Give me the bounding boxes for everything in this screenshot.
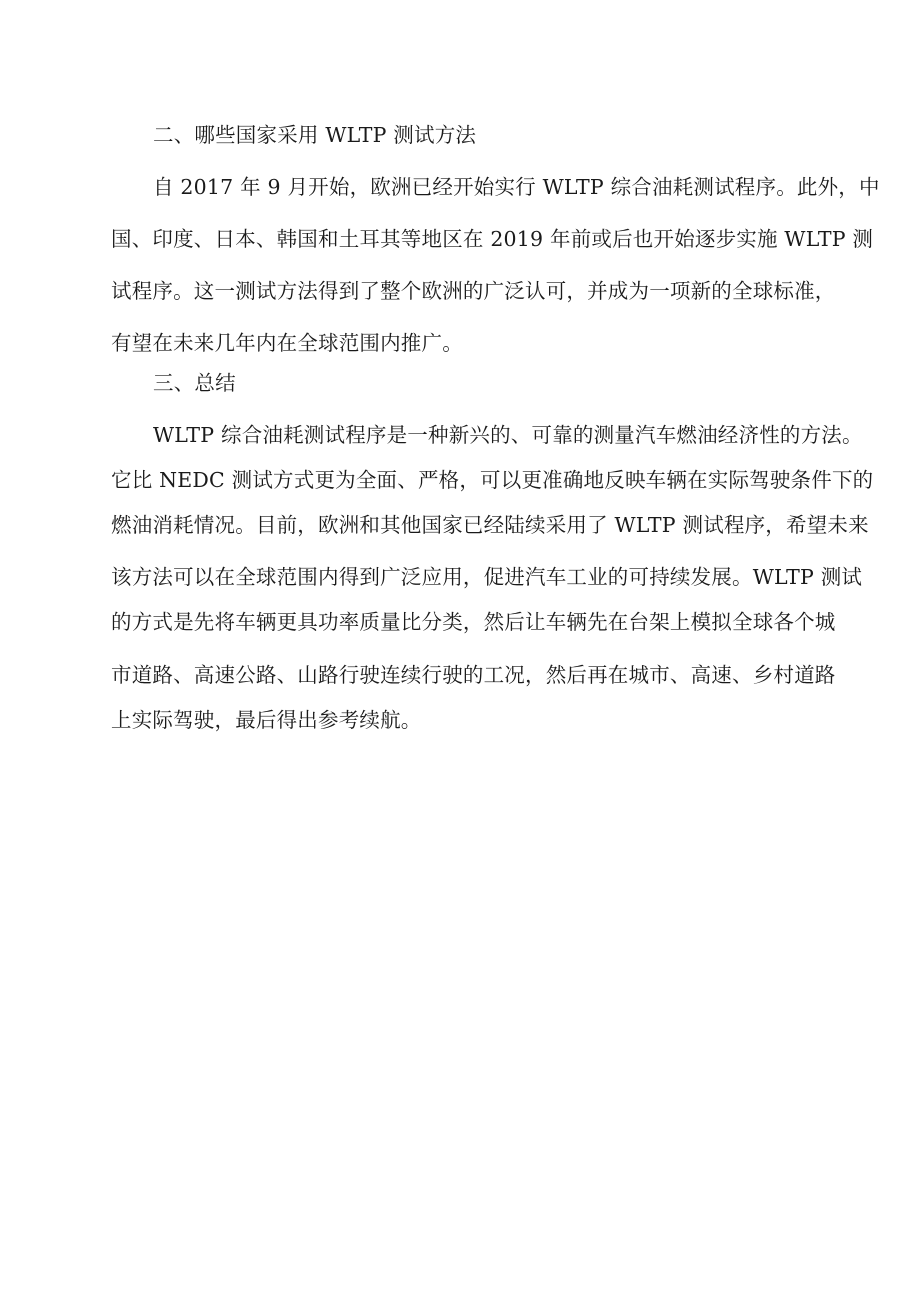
- paragraph-line: 燃油消耗情况。目前，欧洲和其他国家已经陆续采用了 WLTP 测试程序，希望未来: [111, 513, 869, 537]
- paragraph-line: 国、印度、日本、韩国和土耳其等地区在 2019 年前或后也开始逐步实施 WLTP 测: [111, 227, 874, 251]
- paragraph-line: 的方式是先将车辆更具功率质量比分类，然后让车辆先在台架上模拟全球各个城: [111, 610, 836, 634]
- paragraph-line: 自 2017 年 9 月开始，欧洲已经开始实行 WLTP 综合油耗测试程序。此外，中: [153, 175, 880, 199]
- paragraph-line: 该方法可以在全球范围内得到广泛应用，促进汽车工业的可持续发展。WLTP 测试: [111, 565, 863, 589]
- paragraph-line: 试程序。这一测试方法得到了整个欧洲的广泛认可，并成为一项新的全球标准，: [111, 279, 836, 303]
- paragraph-line: 上实际驾驶，最后得出参考续航。: [111, 708, 422, 732]
- section-heading-countries: 二、哪些国家采用 WLTP 测试方法: [153, 123, 477, 147]
- paragraph-line: 有望在未来几年内在全球范围内推广。: [111, 331, 463, 355]
- paragraph-line: 市道路、高速公路、山路行驶连续行驶的工况，然后再在城市、高速、乡村道路: [111, 663, 836, 687]
- paragraph-line: WLTP 综合油耗测试程序是一种新兴的、可靠的测量汽车燃油经济性的方法。: [153, 423, 863, 447]
- paragraph-line: 它比 NEDC 测试方式更为全面、严格，可以更准确地反映车辆在实际驾驶条件下的: [111, 468, 874, 492]
- section-heading-summary: 三、总结: [153, 371, 236, 395]
